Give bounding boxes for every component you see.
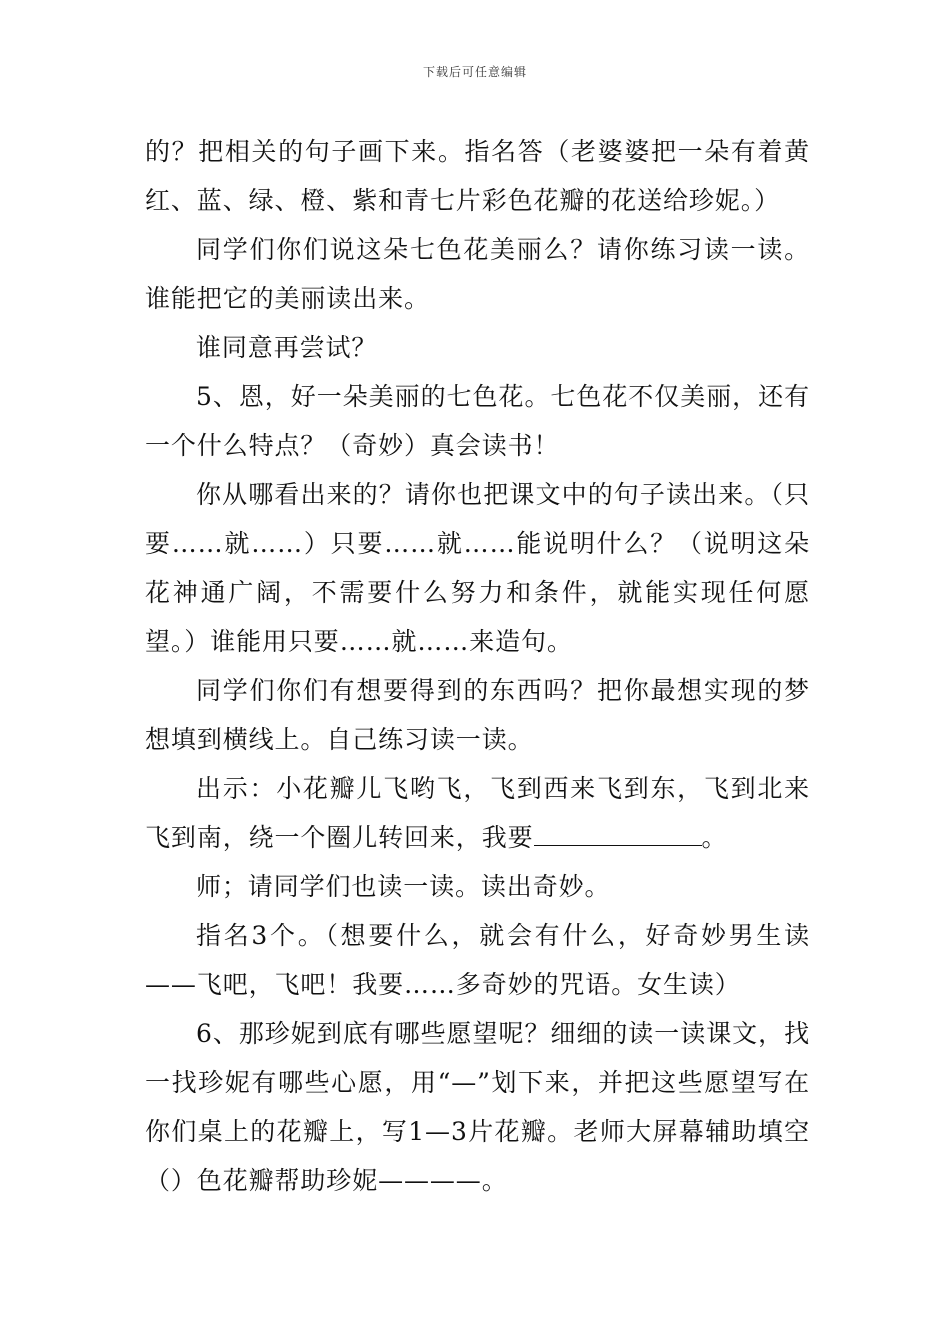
paragraph-7 xyxy=(145,764,810,862)
fill-in-blank-line xyxy=(534,823,702,846)
paragraph-5: 你从哪看出来的？请你也把课文中的句子读出来。（只要……就……）只要……就……能说明什么？（说明这朵花神通广阔，不需要什么努力和条件，就能实现任何愿望。）谁能用只要……就……来造句。 xyxy=(145,480,810,656)
paragraph-8: 师；请同学们也读一读。读出奇妙。 xyxy=(196,872,611,901)
document-body xyxy=(145,127,810,1205)
paragraph-2: 同学们你们说这朵七色花美丽么？请你练习读一读。谁能把它的美丽读出来。 xyxy=(145,235,810,313)
paragraph-7-end: 。 xyxy=(701,823,728,852)
paragraph-10: 6、那珍妮到底有哪些愿望呢？细细的读一读课文，找一找珍妮有哪些心愿，用“—”划下来，并把这些愿望写在你们桌上的花瓣上，写1—3片花瓣。老师大屏幕辅助填空（）色花瓣帮助珍妮————。 xyxy=(145,1019,810,1195)
paragraph-7-text: 出示：小花瓣儿飞哟飞，飞到西来飞到东，飞到北来飞到南，绕一个圈儿转回来，我要 xyxy=(145,774,810,852)
paragraph-4: 5、恩，好一朵美丽的七色花。七色花不仅美丽，还有一个什么特点？（奇妙）真会读书！ xyxy=(145,382,810,460)
paragraph-3: 谁同意再尝试？ xyxy=(196,333,378,362)
page-header: 下载后可任意编辑 xyxy=(422,65,527,79)
paragraph-1: 的？把相关的句子画下来。指名答（老婆婆把一朵有着黄红、蓝、绿、橙、紫和青七片彩色花瓣的花送给珍妮。） xyxy=(145,137,810,215)
paragraph-9: 指名3个。（想要什么，就会有什么，好奇妙男生读——飞吧，飞吧！我要……多奇妙的咒语。女生读） xyxy=(145,921,810,999)
paragraph-6: 同学们你们有想要得到的东西吗？把你最想实现的梦想填到横线上。自己练习读一读。 xyxy=(145,676,810,754)
